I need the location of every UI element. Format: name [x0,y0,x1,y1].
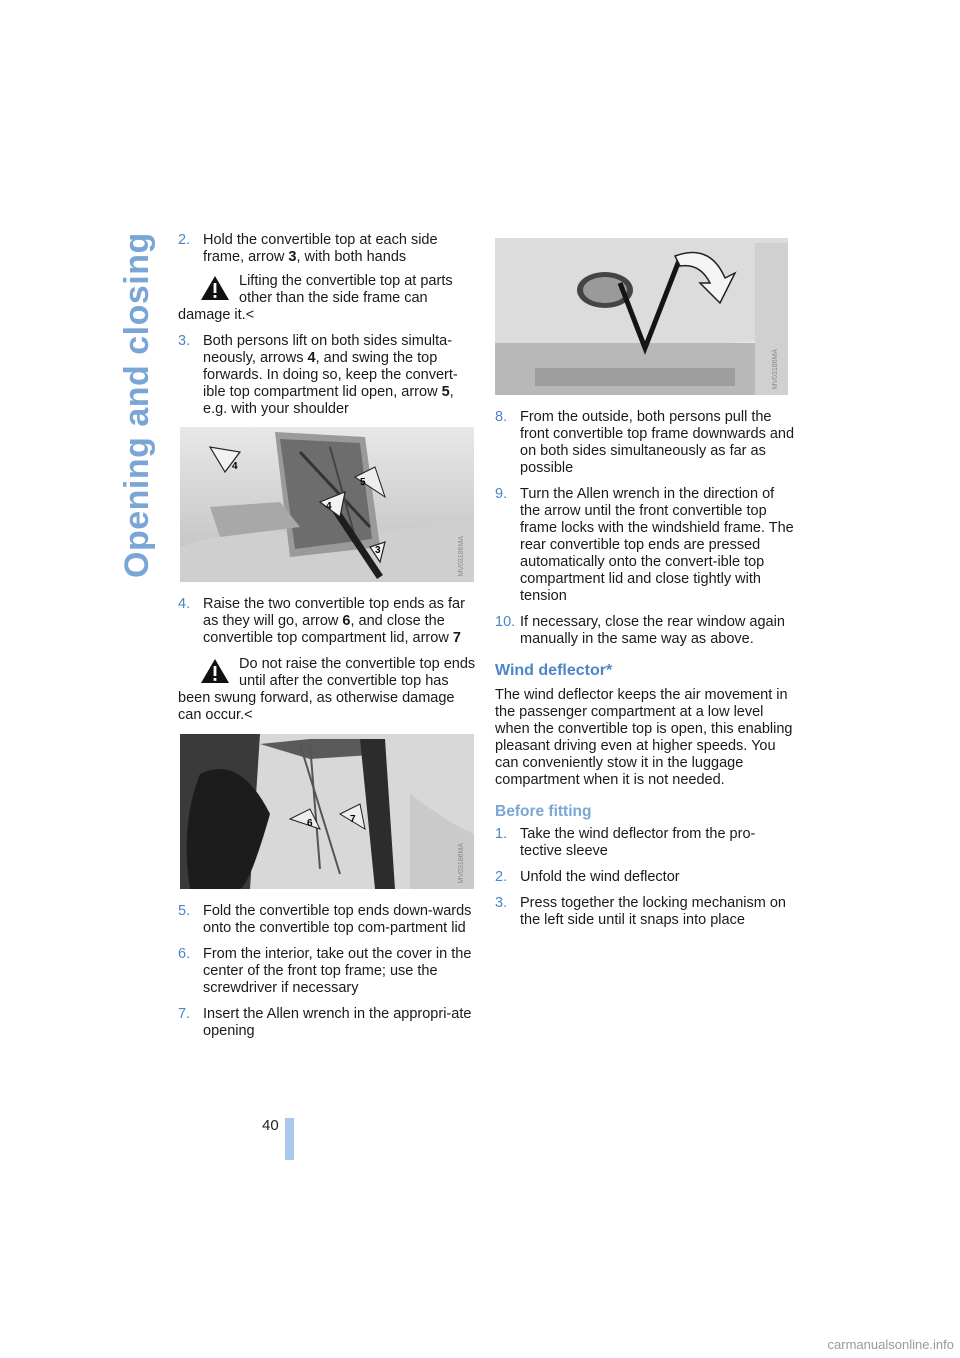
step-8: 8. From the outside, both persons pull the front convertible top frame downwards and on both sides simultaneously as far as possible [495,409,795,476]
figure-code: MV03186MA [772,348,779,389]
right-column [495,232,795,938]
warning-triangle-icon [200,657,230,685]
section-body: The wind deflector keeps the air movement in the passenger compartment at a low level when the convertible top is open, this enabling pleasant driving even at higher speeds. You can conveniently stow it in the luggage compartment when it is not needed. [495,687,793,788]
subsection-title-before-fitting: Before fitting [495,803,592,820]
before-fitting-step-3: 3. Press together the locking mechanism on the left side until it snaps into place [495,895,786,928]
side-chapter-title: Opening and closing [118,232,156,578]
page-number: 40 [262,1117,279,1134]
illustration [495,238,788,395]
before-fitting-step-1: 1. Take the wind deflector from the pro-tective sleeve [495,826,756,859]
left-column [178,232,478,1049]
warning-triangle-icon [200,274,230,302]
figure-code: MV03186MA [458,842,465,883]
figure-label: 4 [326,501,332,512]
illustration [180,734,474,889]
step-3: 3. Both persons lift on both sides simulta-neously, arrows 4, and swing the top forwards. In doing so, keep the convert-ible top compartment lid open, arrow 5, e.g. with your shoulder [178,333,458,417]
figure-label: 6 [307,818,313,829]
figure-swing-top-forward [180,427,474,582]
warning-note: Do not raise the convertible top ends until after the convertible top has been swung forward, as otherwise damage can occur.< [178,656,476,723]
step-4: 4. Raise the two convertible top ends as far as they will go, arrow 6, and close the convertible top compartment lid, arrow 7 [178,596,465,646]
step-7: 7. Insert the Allen wrench in the appropri-ate opening [178,1006,472,1039]
section-title-wind-deflector: Wind deflector* [495,662,613,679]
figure-label: 5 [360,477,366,488]
figure-raise-top-ends [180,734,474,889]
before-fitting-step-2: 2. Unfold the wind deflector [495,869,680,885]
figure-allen-wrench [495,238,788,395]
illustration [180,427,474,582]
figure-code: MV03186MA [458,535,465,576]
step-number: 2. [178,232,191,248]
figure-label: 4 [232,461,238,472]
warning-note: Lifting the convertible top at parts other than the side frame can damage it.< [178,273,453,323]
step-2: 2. Hold the convertible top at each side frame, arrow 3, with both hands [178,232,438,265]
figure-label: 7 [350,814,356,825]
page-marker-bar [285,1118,294,1160]
watermark: carmanualsonline.info [827,1337,954,1352]
step-9: 9. Turn the Allen wrench in the direction of the arrow until the front convertible top frame locks with the windshield frame. The rear convertible top ends are pressed automatically onto the convert-ible top compartment lid and close tightly with tension [495,486,794,604]
step-6: 6. From the interior, take out the cover in the center of the front top frame; use the screwdriver if necessary [178,946,472,996]
step-10: 10. If necessary, close the rear window again manually in the same way as above. [495,614,785,647]
figure-label: 3 [375,545,381,556]
step-5: 5. Fold the convertible top ends down-wards onto the convertible top com-partment lid [178,903,472,936]
